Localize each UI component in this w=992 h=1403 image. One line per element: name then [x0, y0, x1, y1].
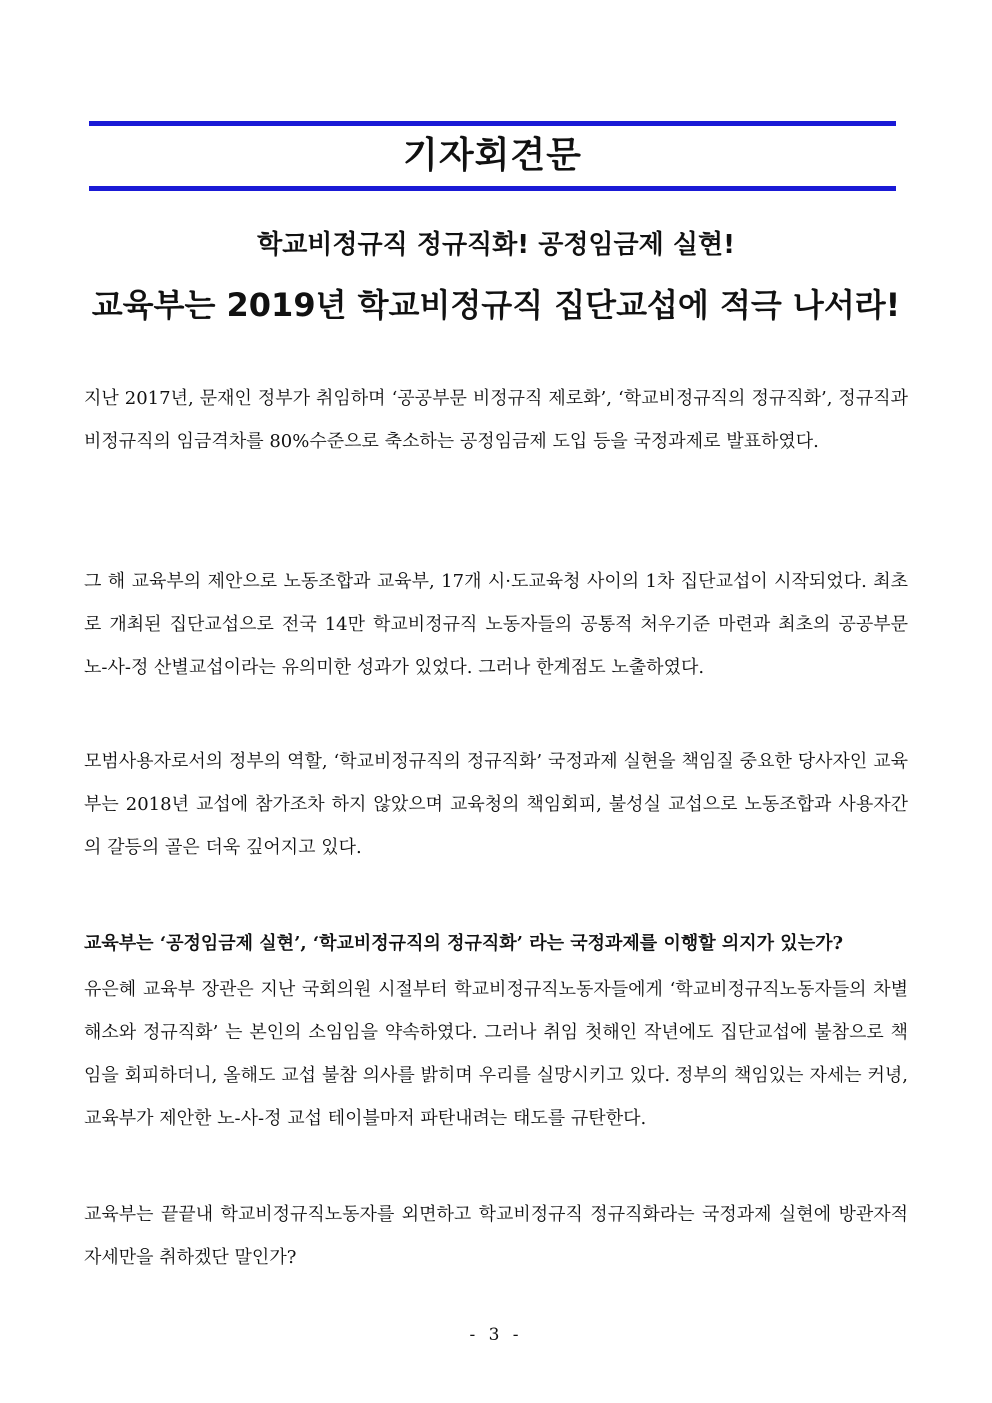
- headline-slogan: 학교비정규직 정규직화! 공정임금제 실현!: [257, 230, 735, 260]
- title-top-rule: [89, 121, 896, 126]
- paragraph-2: 그 해 교육부의 제안으로 노동조합과 교육부, 17개 시·도교육청 사이의 1차 집단교섭이 시작되었다. 최초로 개최된 집단교섭으로 전국 14만 학교비정규직 노동자들의 공통적 처우기준 마련과 최초의 공공부문 노-사-정 산별교섭이라는 유의미한 성과가 있었다. 그러나 한계점도 노출하였다.: [84, 571, 908, 678]
- paragraph-1: 지난 2017년, 문재인 정부가 취임하며 ‘공공부문 비정규직 제로화’, ‘학교비정규직의 정규직화’, 정규직과 비정규직의 임금격차를 80%수준으로 축소하는 공정임금제 도입 등을 국정과제로 발표하였다.: [84, 388, 908, 452]
- document-title: 기자회견문: [403, 135, 582, 176]
- paragraph-5: 교육부는 끝끝내 학교비정규직노동자를 외면하고 학교비정규직 정규직화라는 국정과제 실현에 방관자적 자세만을 취하겠단 말인가?: [84, 1204, 908, 1268]
- paragraph-4: 유은혜 교육부 장관은 지난 국회의원 시절부터 학교비정규직노동자들에게 ‘학교비정규직노동자들의 차별해소와 정규직화’ 는 본인의 소임임을 약속하였다. 그러나 취임 첫해인 작년에도 집단교섭에 불참으로 책임을 회피하더니, 올해도 교섭 불참 의사를 밝히며 우리를 실망시키고 있다. 정부의 책임있는 자세는 커녕, 교육부가 제안한 노-사-정 교섭 테이블마저 파탄내려는 태도를 규탄한다.: [84, 979, 908, 1129]
- paragraph-3: 모범사용자로서의 정부의 역할, ‘학교비정규직의 정규직화’ 국정과제 실현을 책임질 중요한 당사자인 교육부는 2018년 교섭에 참가조차 하지 않았으며 교육청의 책임회피, 불성실 교섭으로 노동조합과 사용자간의 갈등의 골은 더욱 깊어지고 있다.: [84, 751, 908, 858]
- headline-main: 교육부는 2019년 학교비정규직 집단교섭에 적극 나서라!: [91, 286, 901, 324]
- page-number: - 3 -: [469, 1325, 523, 1345]
- section-heading: 교육부는 ‘공정임금제 실현’, ‘학교비정규직의 정규직화’ 라는 국정과제를 이행할 의지가 있는가?: [84, 933, 844, 954]
- title-bottom-rule: [89, 186, 896, 191]
